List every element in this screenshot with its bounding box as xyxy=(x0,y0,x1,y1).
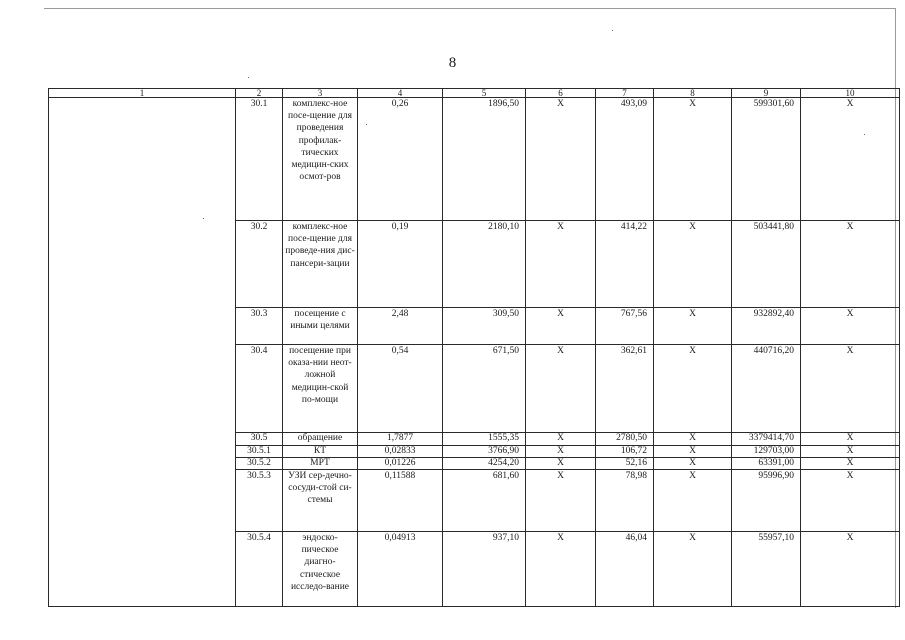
cell-col4: 0,19 xyxy=(358,221,443,308)
cell-col9: 95996,90 xyxy=(732,470,801,532)
cell-col9: 599301,60 xyxy=(732,98,801,221)
cell-col5: 1555,35 xyxy=(443,433,526,446)
cell-col8: X xyxy=(654,308,732,345)
cell-col4: 2,48 xyxy=(358,308,443,345)
cell-col4: 0,54 xyxy=(358,345,443,433)
cell-col10: X xyxy=(801,458,900,470)
cell-col8: X xyxy=(654,532,732,607)
cell-col9: 129703,00 xyxy=(732,446,801,458)
cell-col6: X xyxy=(526,345,596,433)
column-header: 3 xyxy=(283,89,358,98)
cell-col5: 3766,90 xyxy=(443,446,526,458)
row-code: 30.5.1 xyxy=(236,446,283,458)
cell-col10: X xyxy=(801,470,900,532)
cell-col8: X xyxy=(654,345,732,433)
cell-col6: X xyxy=(526,470,596,532)
cell-col10: X xyxy=(801,532,900,607)
cell-col9: 55957,10 xyxy=(732,532,801,607)
cell-col10: X xyxy=(801,221,900,308)
page-number: 8 xyxy=(448,55,457,71)
cell-col5: 4254,20 xyxy=(443,458,526,470)
row-code: 30.3 xyxy=(236,308,283,345)
cell-col10: X xyxy=(801,345,900,433)
row-code: 30.5 xyxy=(236,433,283,446)
row-name: УЗИ сер-дечно-сосуди-стой си-стемы xyxy=(283,470,358,532)
data-table xyxy=(48,88,900,607)
cell-col7: 2780,50 xyxy=(596,433,654,446)
cell-col7: 46,04 xyxy=(596,532,654,607)
row-code: 30.1 xyxy=(236,98,283,221)
cell-col8: X xyxy=(654,221,732,308)
cell-col4: 0,26 xyxy=(358,98,443,221)
cell-col4: 0,02833 xyxy=(358,446,443,458)
cell-col5: 937,10 xyxy=(443,532,526,607)
cell-col9: 932892,40 xyxy=(732,308,801,345)
cell-col6: X xyxy=(526,98,596,221)
cell-col6: X xyxy=(526,458,596,470)
column-header: 7 xyxy=(596,89,654,98)
cell-col9: 503441,80 xyxy=(732,221,801,308)
cell-col5: 1896,50 xyxy=(443,98,526,221)
row-name: обращение xyxy=(283,433,358,446)
column-header: 1 xyxy=(49,89,236,98)
cell-col8: X xyxy=(654,470,732,532)
column-header: 2 xyxy=(236,89,283,98)
cell-col7: 493,09 xyxy=(596,98,654,221)
row-code: 30.4 xyxy=(236,345,283,433)
row-name: КТ xyxy=(283,446,358,458)
scan-speck xyxy=(203,218,204,219)
cell-col4: 0,01226 xyxy=(358,458,443,470)
cell-col8: X xyxy=(654,458,732,470)
column-header: 6 xyxy=(526,89,596,98)
column-header: 4 xyxy=(358,89,443,98)
row-name: комплекс-ное посе-щение для проведения профилак-тических медицин-ских осмот-ров xyxy=(283,98,358,221)
cell-col6: X xyxy=(526,532,596,607)
cell-col7: 767,56 xyxy=(596,308,654,345)
cell-col6: X xyxy=(526,433,596,446)
header-row xyxy=(49,89,900,98)
scan-speck xyxy=(612,30,613,31)
cell-col4: 0,11588 xyxy=(358,470,443,532)
column-header: 9 xyxy=(732,89,801,98)
cell-col8: X xyxy=(654,433,732,446)
cell-col10: X xyxy=(801,98,900,221)
cell-col7: 106,72 xyxy=(596,446,654,458)
row-name: комплекс-ное посе-щение для проведе-ния дис-пансери-зации xyxy=(283,221,358,308)
scan-speck xyxy=(248,77,249,78)
cell-col8: X xyxy=(654,98,732,221)
cell-col9: 63391,00 xyxy=(732,458,801,470)
cell-col8: X xyxy=(654,446,732,458)
column-header: 10 xyxy=(801,89,900,98)
row-name: МРТ xyxy=(283,458,358,470)
column-header: 5 xyxy=(443,89,526,98)
cell-col7: 362,61 xyxy=(596,345,654,433)
cell-col6: X xyxy=(526,221,596,308)
cell-col10: X xyxy=(801,308,900,345)
row-code: 30.2 xyxy=(236,221,283,308)
cell-col5: 671,50 xyxy=(443,345,526,433)
cell-col7: 78,98 xyxy=(596,470,654,532)
row-name: посещение при оказа-нии неот-ложной медицин-ской по-мощи xyxy=(283,345,358,433)
cell-col5: 309,50 xyxy=(443,308,526,345)
table-row xyxy=(49,98,900,221)
column-header: 8 xyxy=(654,89,732,98)
row-code: 30.5.3 xyxy=(236,470,283,532)
cell-col6: X xyxy=(526,446,596,458)
cell-col5: 681,60 xyxy=(443,470,526,532)
cell-col10: X xyxy=(801,433,900,446)
cell-col4: 1,7877 xyxy=(358,433,443,446)
cell-col6: X xyxy=(526,308,596,345)
cell-col9: 440716,20 xyxy=(732,345,801,433)
row-name: посещение с иными целями xyxy=(283,308,358,345)
cell-col7: 52,16 xyxy=(596,458,654,470)
cell-col9: 3379414,70 xyxy=(732,433,801,446)
first-column-blank xyxy=(49,98,236,607)
cell-col4: 0,04913 xyxy=(358,532,443,607)
row-name: эндоско-пическое диагно-стическое исследо-вание xyxy=(283,532,358,607)
cell-col7: 414,22 xyxy=(596,221,654,308)
cell-col5: 2180,10 xyxy=(443,221,526,308)
scan-speck xyxy=(864,134,865,135)
page-top-edge xyxy=(44,8,896,9)
row-code: 30.5.4 xyxy=(236,532,283,607)
cell-col10: X xyxy=(801,446,900,458)
row-code: 30.5.2 xyxy=(236,458,283,470)
scan-speck xyxy=(366,124,367,125)
